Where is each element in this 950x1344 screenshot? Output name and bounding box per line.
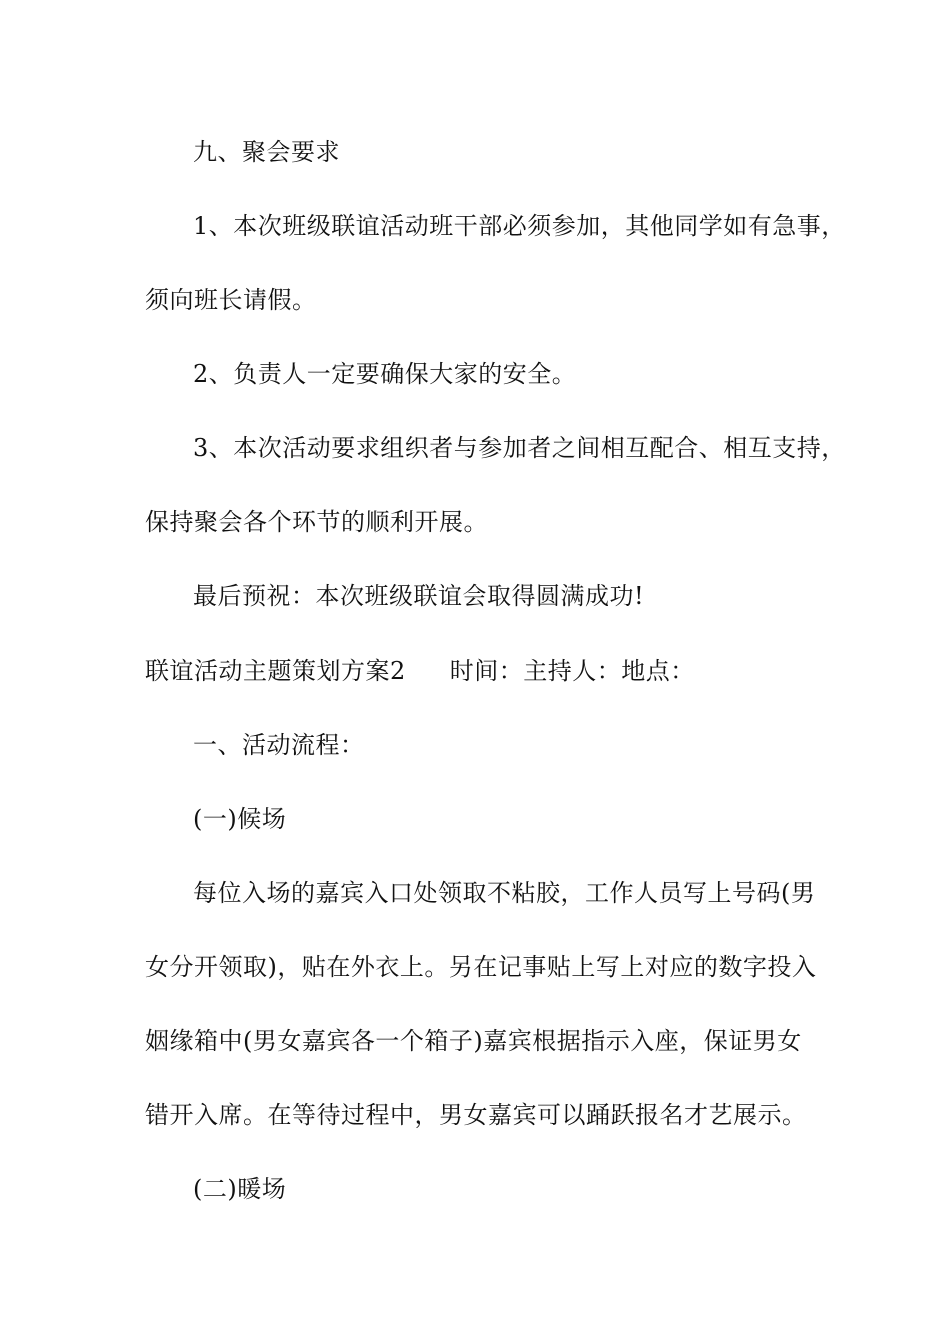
document-title: 联谊活动主题策划方案2 xyxy=(145,657,406,685)
subsection-heading: (一)候场 xyxy=(193,805,287,833)
paragraph-line: 2、负责人一定要确保大家的安全。 xyxy=(193,360,577,388)
meta-fields: 时间：主持人：地点： xyxy=(449,657,695,685)
section-heading: 九、聚会要求 xyxy=(193,138,340,166)
subsection-heading: (二)暖场 xyxy=(193,1175,287,1203)
paragraph-line: 3、本次活动要求组织者与参加者之间相互配合、相互支持， xyxy=(193,434,846,462)
paragraph-line: 错开入席。在等待过程中，男女嘉宾可以踊跃报名才艺展示。 xyxy=(145,1101,807,1129)
paragraph-line: 须向班长请假。 xyxy=(145,286,317,314)
paragraph-line: 姻缘箱中(男女嘉宾各一个箱子)嘉宾根据指示入座，保证男女 xyxy=(145,1027,802,1055)
section-heading: 一、活动流程： xyxy=(193,731,365,759)
paragraph-line: 1、本次班级联谊活动班干部必须参加，其他同学如有急事， xyxy=(193,212,846,240)
title-line xyxy=(145,656,695,686)
paragraph-line: 保持聚会各个环节的顺利开展。 xyxy=(145,508,488,536)
paragraph-line: 最后预祝：本次班级联谊会取得圆满成功! xyxy=(193,582,645,610)
paragraph-line: 每位入场的嘉宾入口处领取不粘胶，工作人员写上号码(男 xyxy=(193,879,816,907)
paragraph-line: 女分开领取)，贴在外衣上。另在记事贴上写上对应的数字投入 xyxy=(145,953,817,981)
